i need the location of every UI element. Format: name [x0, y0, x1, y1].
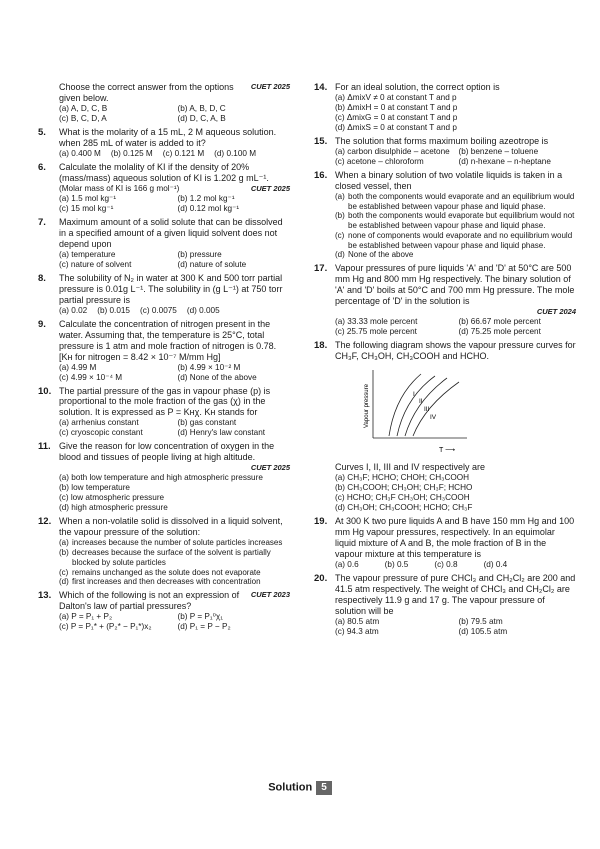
question-number: 12. — [38, 516, 52, 528]
exam-tag: CUET 2025 — [250, 183, 290, 193]
question-number: 18. — [314, 340, 328, 351]
option: (c) ΔmixG = 0 at constant T and p — [335, 112, 458, 122]
option: (d) P₁ = P − P₂ — [177, 621, 231, 631]
question-text: The vapour pressure of pure CHCl₃ and CH₂Cl₂ are 200 and 41.5 atm respectively. The weight of CHCl₃ and CH₂Cl₂ are respectively 11.9 g and 17 g. The vapour pressure of solution will be — [335, 572, 576, 616]
option: (a) 1.5 mol kg⁻¹ — [59, 193, 117, 203]
option: (b) 0.5 — [384, 559, 409, 569]
option: (a) CH₃F; HCHO; CHOH; CH₃COOH — [335, 472, 470, 482]
option: (a) P = P₁ + P₂ — [59, 611, 113, 621]
exam-tag: CUET 2023 — [250, 590, 290, 600]
exam-tag: CUET 2025 — [250, 463, 290, 473]
curve-label-iv: IV — [430, 413, 437, 421]
question-number: 7. — [38, 216, 46, 228]
question-text: Give the reason for low concentration of oxygen in the blood and tissues of people living at high altitude. — [59, 441, 275, 463]
question-number: 8. — [38, 272, 46, 284]
option: (c) 15 mol kg⁻¹ — [59, 203, 114, 213]
option: (b) low temperature — [59, 483, 130, 493]
page-footer — [0, 781, 600, 795]
question-18 — [314, 340, 576, 513]
footer-title: Solution — [268, 781, 313, 794]
option: (b) 4.99 × 10⁻² M — [177, 362, 241, 372]
page-number: 5 — [316, 781, 332, 795]
question-number: 20. — [314, 572, 328, 584]
question-number: 17. — [314, 263, 328, 275]
option: (a) 0.400 M — [59, 148, 101, 158]
question-11 — [38, 441, 290, 513]
option: (d) 0.005 — [186, 305, 220, 315]
option: (d) nature of solute — [177, 259, 247, 269]
option: (a) both low temperature and high atmospheric pressure — [59, 473, 263, 483]
option: (a) arrhenius constant — [59, 418, 139, 428]
question-number: 9. — [38, 318, 46, 330]
question-text: When a binary solution of two volatile liquids is taken in a closed vessel, then — [335, 169, 563, 191]
question-6 — [38, 162, 290, 214]
curve-label-i: I — [413, 390, 415, 398]
option: (a) both the components would evaporate and an equilibrium would be established between vapour phase and liquid phase. — [335, 191, 575, 211]
option: (d) n-hexane – n-heptane — [458, 156, 551, 166]
question-5 — [38, 127, 290, 159]
question-15 — [314, 136, 576, 167]
question-number: 13. — [38, 590, 52, 602]
option: (a) carbon disulphide – acetone — [335, 146, 450, 156]
question-number: 15. — [314, 135, 328, 147]
option: (c) acetone – chloroform — [335, 156, 424, 166]
question-text: Calculate the molality of KI if the density of 20% (mass/mass) aqueous solution of KI is 1.202 g mL⁻¹. — [59, 161, 269, 183]
option: (c) nature of solvent — [59, 259, 132, 269]
question-text: Calculate the concentration of nitrogen present in the water. Assuming that, the temperature is 25°C, total pressure is 1 atm and mole fraction of nitrogen is 0.78. [Kʜ for nitrogen = 8.42 × 10⁻⁷ M/mm Hg] — [59, 318, 277, 362]
question-continued — [38, 82, 290, 124]
option: (d) first increases and then decreases with concentration — [59, 577, 261, 587]
question-text: Vapour pressures of pure liquids 'A' and 'D' at 50°C are 500 mm Hg and 800 mm Hg respectively. The binary solution of 'A' and 'D' boils at 50°C and 700 mm Hg pressure. The mole percentage of 'D' in the solution is — [335, 263, 575, 307]
option: (a) A, D, C, B — [59, 103, 108, 113]
question-text: Which of the following is not an expression of Dalton's law of partial pressures? — [59, 590, 240, 611]
option: (b) 0.125 M — [110, 148, 153, 158]
option: (c) 94.3 atm — [335, 626, 379, 636]
y-axis-label: Vapour pressure — [364, 384, 370, 428]
vapour-pressure-diagram — [359, 366, 469, 458]
question-number: 14. — [314, 82, 328, 93]
question-number: 19. — [314, 515, 328, 527]
option: (c) low atmospheric pressure — [59, 493, 165, 503]
question-number: 10. — [38, 385, 52, 397]
option: (b) 0.015 — [97, 305, 130, 315]
question-text: Maximum amount of a solid solute that can be dissolved in a specified amount of a given liquid solvent does not depend upon — [59, 216, 283, 249]
option: (d) 0.4 — [483, 559, 508, 569]
question-text: The partial pressure of the gas in vapour phase (p) is proportional to the mole fraction of the gas (χ) in the solution. It is expressed as P = Kʜχ. Kʜ stands for — [59, 385, 271, 418]
question-text: The following diagram shows the vapour pressure curves for CH₃F, CH₃OH, CH₃COOH and HCHO. — [335, 340, 576, 361]
option: (d) high atmospheric pressure — [59, 503, 168, 513]
question-text: What is the molarity of a 15 mL, 2 M aqueous solution. when 285 mL of water is added to it? — [59, 126, 277, 148]
option: (d) Henry's law constant — [177, 428, 266, 438]
option: (d) D, C, A, B — [177, 113, 226, 123]
option: (d) CH₃OH; CH₃COOH; HCHO; CH₃F — [335, 502, 473, 512]
question-number: 6. — [38, 161, 46, 173]
option: (d) None of the above — [177, 372, 257, 382]
exam-tag: CUET 2025 — [250, 82, 290, 91]
question-10 — [38, 386, 290, 439]
option: (b) 1.2 mol kg⁻¹ — [177, 193, 235, 203]
question-19 — [314, 516, 576, 570]
question-8 — [38, 273, 290, 316]
question-text: The solution that forms maximum boiling azeotrope is — [335, 135, 549, 146]
curve-label-iii: III — [424, 405, 430, 413]
option: (b) pressure — [177, 249, 222, 259]
question-note: (Molar mass of KI is 166 g mol⁻¹) — [59, 183, 180, 193]
question-number: 5. — [38, 126, 46, 138]
exam-tag: CUET 2024 — [536, 307, 576, 316]
option: (b) P = P₁⁰χ₁ — [177, 611, 223, 621]
option: (b) both the components would evaporate but equilibrium would not be established between vapour phase and liquid phase. — [335, 211, 575, 231]
option: (d) 75.25 mole percent — [458, 327, 541, 336]
question-16 — [314, 170, 576, 260]
option: (d) 0.12 mol kg⁻¹ — [177, 203, 240, 213]
option: (c) 0.8 — [434, 559, 458, 569]
question-text: The solubility of N₂ in water at 300 K and 500 torr partial pressure is 0.01g L⁻¹. The solubility in (g L⁻¹) at 750 torr partial pressure is — [59, 272, 283, 305]
option: (d) 0.100 M — [214, 148, 257, 158]
option: (b) gas constant — [177, 418, 237, 428]
question-9 — [38, 319, 290, 383]
option: (a) 0.6 — [335, 559, 359, 569]
question-number: 16. — [314, 169, 328, 181]
option: (b) decreases because the surface of the solvent is partially blocked by solute particles — [59, 548, 271, 567]
option: (a) 4.99 M — [59, 362, 97, 372]
curve-label-ii: II — [419, 397, 423, 405]
option: (b) 79.5 atm — [458, 616, 503, 626]
option: (a) 0.02 — [59, 305, 88, 315]
option: (c) 0.0075 — [140, 305, 177, 315]
option: (b) A, B, D, C — [177, 103, 226, 113]
x-axis-label: T ⟶ — [439, 446, 456, 454]
option: (a) 80.5 atm — [335, 616, 380, 626]
right-column — [314, 82, 576, 640]
option: (c) none of components would evaporate and no equilibrium would be established between vapour phase and liquid phase. — [335, 230, 573, 250]
option: (d) 105.5 atm — [458, 626, 508, 636]
diagram-svg — [359, 366, 469, 458]
option: (c) P = P₁* + (P₂* − P₁*)x₂ — [59, 621, 152, 631]
question-text: When a non-volatile solid is dissolved in a liquid solvent, the vapour pressure of the solution: — [59, 516, 283, 538]
option: (d) None of the above — [335, 250, 414, 260]
option: (a) 33.33 mole percent — [335, 317, 418, 326]
question-13 — [38, 590, 290, 632]
option: (a) temperature — [59, 249, 116, 259]
option: (c) 25.75 mole percent — [335, 327, 417, 336]
option: (b) ΔmixH = 0 at constant T and p — [335, 102, 458, 112]
question-text: For an ideal solution, the correct option is — [335, 82, 500, 92]
option: (a) increases because the number of solute particles increases — [59, 538, 283, 548]
option: (c) B, C, D, A — [59, 113, 107, 123]
option: (a) ΔmixV ≠ 0 at constant T and p — [335, 92, 457, 102]
question-text: Choose the correct answer from the options given below. — [59, 82, 234, 103]
option: (b) 66.67 mole percent — [458, 317, 541, 326]
option: (c) 4.99 × 10⁻⁴ M — [59, 372, 123, 382]
question-17 — [314, 263, 576, 337]
question-7 — [38, 217, 290, 270]
option: (c) cryoscopic constant — [59, 428, 143, 438]
left-column — [38, 82, 290, 635]
option: (b) CH₃COOH; CH₃OH; CH₃F; HCHO — [335, 482, 473, 492]
question-12 — [38, 516, 290, 587]
option: (d) ΔmixS = 0 at constant T and p — [335, 122, 457, 132]
curve-i — [389, 374, 421, 436]
question-number: 11. — [38, 441, 51, 453]
option: (c) remains unchanged as the solute does not evaporate — [59, 567, 261, 577]
option: (c) HCHO; CH₃F CH₃OH; CH₃COOH — [335, 492, 470, 502]
option: (c) 0.121 M — [162, 148, 205, 158]
question-20 — [314, 573, 576, 637]
question-text: At 300 K two pure liquids A and B have 150 mm Hg and 100 mm Hg vapour pressures, respectively. In an equimolar liquid mixture of A and B, the mole fraction of B in the vapour mixture at this temperature is — [335, 515, 575, 559]
question-14 — [314, 82, 576, 133]
option: (b) benzene – toluene — [458, 146, 539, 156]
question-subtext: Curves I, II, III and IV respectively are — [335, 461, 486, 472]
